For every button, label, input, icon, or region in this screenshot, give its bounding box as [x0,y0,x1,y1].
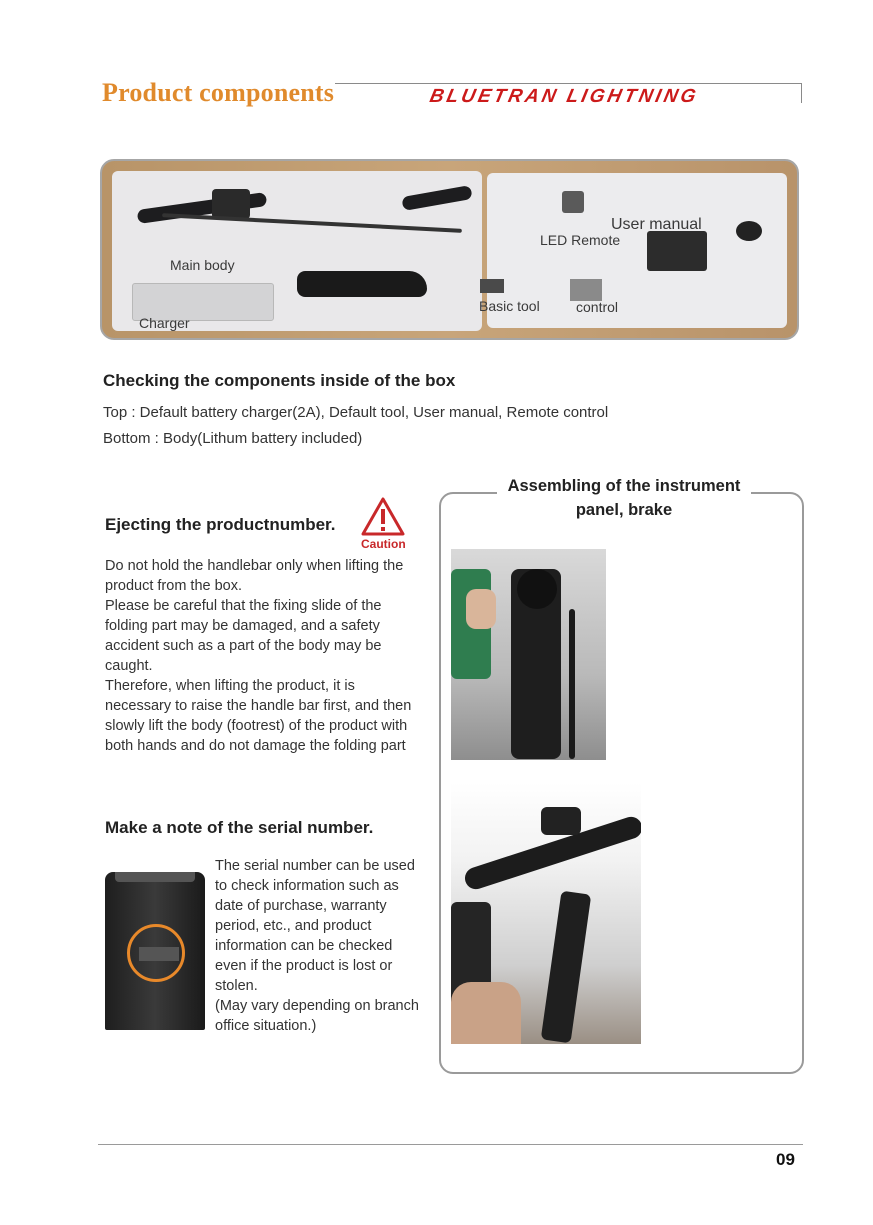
brake-lever-shape [541,807,581,835]
ejecting-line: slowly lift the body (footrest) of the product with [105,718,408,734]
label-user-manual: User manual [611,216,702,233]
user-manual-shape [647,231,707,271]
basic-tool-shape [480,279,504,293]
ejecting-line: both hands and do not damage the folding part [105,738,406,754]
label-basic-tool: Basic tool [479,298,540,314]
ejecting-line: folding part may be damaged, and a safety [105,618,380,634]
serial-line: date of purchase, warranty [215,898,387,914]
ejecting-line: accident such as a part of the body may be [105,638,382,654]
serial-line: (May vary depending on branch [215,998,419,1014]
ejecting-body [105,556,411,756]
serial-body [215,856,419,1036]
label-led-remote: LED Remote [540,232,621,248]
label-control: control [576,299,619,315]
ejecting-line: caught. [105,658,153,674]
display-shape [212,189,250,219]
page-number: 09 [776,1150,795,1169]
serial-line: The serial number can be used [215,858,415,874]
brand-logo: BLUETRAN LIGHTNING [427,86,701,107]
header-rule-end [801,83,802,103]
serial-line: office situation.) [215,1018,317,1034]
cable-coil-shape [736,221,762,241]
battery-top-edge [115,872,195,882]
battery-photo [105,872,205,1030]
ejecting-line: necessary to raise the handle bar first, and then [105,698,412,714]
caution-icon [360,496,406,538]
serial-line: to check information such as [215,878,399,894]
assembly-photo-instrument-panel [451,549,606,760]
brake-cable-shape [569,609,575,759]
assembly-photo-brake [451,782,641,1044]
serial-line: information can be checked [215,938,393,954]
led-remote-shape [562,191,584,213]
ejecting-line: Please be careful that the fixing slide of the [105,598,382,614]
assembly-title-line2: panel, brake [575,501,673,519]
ejecting-heading: Ejecting the productnumber. [105,515,336,534]
assembly-title [497,474,751,522]
serial-heading: Make a note of the serial number. [105,818,374,837]
label-charger: Charger [139,315,190,331]
box-contents-photo [100,159,799,340]
serial-line: period, etc., and product [215,918,372,934]
page-title: Product components [102,78,335,107]
ejecting-line: product from the box. [105,578,243,594]
caution-label: Caution [361,537,406,551]
control-shape [570,279,602,301]
fork-shape [541,891,592,1044]
serial-highlight-circle [127,924,185,982]
ejecting-line: Do not hold the handlebar only when lifting the [105,558,404,574]
footer-rule [98,1144,803,1145]
assembly-title-line1: Assembling of the instrument [507,477,741,495]
instrument-display-shape [517,569,557,609]
assembler-hand-shape [451,982,521,1044]
serial-line: even if the product is lost or [215,958,393,974]
fingers-shape [466,589,496,629]
fender-shape [297,271,427,297]
header-rule [335,83,802,84]
checking-heading: Checking the components inside of the box [103,371,456,390]
checking-bottom-text: Bottom : Body(Lithum battery included) [103,430,363,447]
ejecting-line: Therefore, when lifting the product, it is [105,678,355,694]
checking-top-text: Top : Default battery charger(2A), Default tool, User manual, Remote control [103,404,609,421]
serial-line: stolen. [215,978,258,994]
label-main-body: Main body [170,257,235,273]
